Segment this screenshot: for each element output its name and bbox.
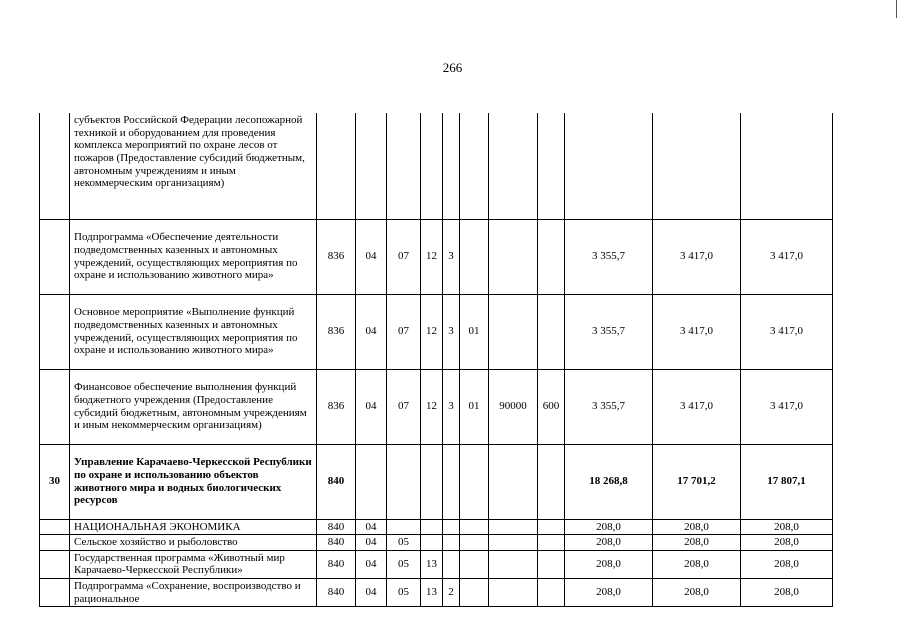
expense-type-code xyxy=(538,579,565,607)
row-name: Государственная программа «Животный мир Карачаево-Черкесской Республики» xyxy=(70,550,317,578)
direction-code xyxy=(489,579,538,607)
program-code xyxy=(421,444,443,519)
subprogram-code xyxy=(443,550,460,578)
row-number xyxy=(40,294,70,369)
subsection-code xyxy=(387,519,421,535)
subprogram-code xyxy=(443,535,460,551)
ministry-code: 836 xyxy=(317,294,356,369)
amount-year-3: 3 417,0 xyxy=(741,219,833,294)
section-code: 04 xyxy=(356,294,387,369)
subprogram-code xyxy=(443,444,460,519)
subsection-code: 07 xyxy=(387,369,421,444)
subsection-code: 07 xyxy=(387,294,421,369)
subprogram-code: 3 xyxy=(443,294,460,369)
row-number xyxy=(40,219,70,294)
amount-year-2 xyxy=(653,113,741,219)
amount-year-2: 208,0 xyxy=(653,535,741,551)
amount-year-1: 3 355,7 xyxy=(565,294,653,369)
subprogram-code: 3 xyxy=(443,369,460,444)
section-code: 04 xyxy=(356,219,387,294)
subsection-code: 05 xyxy=(387,535,421,551)
amount-year-2: 3 417,0 xyxy=(653,294,741,369)
ministry-code: 836 xyxy=(317,369,356,444)
row-name: Подпрограмма «Обеспечение деятельности подведомственных казенных и автономных учреждений, осуществляющих мероприятия по охране и использованию животного мира» xyxy=(70,219,317,294)
row-name: Основное мероприятие «Выполнение функций подведомственных казенных и автономных учреждений, осуществляющих мероприятия по охране и использованию животного мира» xyxy=(70,294,317,369)
section-code xyxy=(356,113,387,219)
amount-year-2: 208,0 xyxy=(653,550,741,578)
direction-code: 90000 xyxy=(489,369,538,444)
subsection-code: 05 xyxy=(387,579,421,607)
amount-year-2: 208,0 xyxy=(653,519,741,535)
table-row xyxy=(40,369,833,444)
row-name: субъектов Российской Федерации лесопожарной техникой и оборудованием для проведения комплекса мероприятий по охране лесов от пожаров (Предоставление субсидий бюджетным, автономным учреждениям и иным некоммерческим организациям) xyxy=(70,113,317,219)
expense-type-code: 600 xyxy=(538,369,565,444)
program-code xyxy=(421,519,443,535)
ministry-code: 840 xyxy=(317,444,356,519)
row-name: Подпрограмма «Сохранение, воспроизводство и рациональное xyxy=(70,579,317,607)
budget-table-body xyxy=(40,113,833,607)
event-code xyxy=(460,444,489,519)
amount-year-3: 208,0 xyxy=(741,550,833,578)
section-code xyxy=(356,444,387,519)
program-code: 13 xyxy=(421,550,443,578)
section-code: 04 xyxy=(356,369,387,444)
direction-code xyxy=(489,294,538,369)
ministry-code: 840 xyxy=(317,579,356,607)
event-code xyxy=(460,113,489,219)
amount-year-1: 208,0 xyxy=(565,579,653,607)
amount-year-2: 3 417,0 xyxy=(653,219,741,294)
table-row xyxy=(40,519,833,535)
amount-year-1: 3 355,7 xyxy=(565,369,653,444)
subprogram-code xyxy=(443,113,460,219)
amount-year-1 xyxy=(565,113,653,219)
subsection-code xyxy=(387,444,421,519)
row-name: Финансовое обеспечение выполнения функций бюджетного учреждения (Предоставление субсидий бюджетным, автономным учреждениям и иным некоммерческим организациям) xyxy=(70,369,317,444)
section-code: 04 xyxy=(356,550,387,578)
expense-type-code xyxy=(538,294,565,369)
direction-code xyxy=(489,535,538,551)
expense-type-code xyxy=(538,444,565,519)
program-code: 12 xyxy=(421,219,443,294)
program-code: 12 xyxy=(421,369,443,444)
amount-year-1: 208,0 xyxy=(565,550,653,578)
expense-type-code xyxy=(538,519,565,535)
expense-type-code xyxy=(538,535,565,551)
direction-code xyxy=(489,113,538,219)
event-code xyxy=(460,535,489,551)
subprogram-code: 3 xyxy=(443,219,460,294)
table-row xyxy=(40,535,833,551)
event-code xyxy=(460,579,489,607)
row-number xyxy=(40,113,70,219)
subsection-code: 05 xyxy=(387,550,421,578)
amount-year-1: 3 355,7 xyxy=(565,219,653,294)
amount-year-1: 208,0 xyxy=(565,519,653,535)
table-row xyxy=(40,294,833,369)
direction-code xyxy=(489,550,538,578)
amount-year-1: 208,0 xyxy=(565,535,653,551)
section-code: 04 xyxy=(356,535,387,551)
table-row xyxy=(40,579,833,607)
row-name: Сельское хозяйство и рыболовство xyxy=(70,535,317,551)
amount-year-1: 18 268,8 xyxy=(565,444,653,519)
subsection-code: 07 xyxy=(387,219,421,294)
section-code: 04 xyxy=(356,579,387,607)
table-row xyxy=(40,444,833,519)
table-row xyxy=(40,550,833,578)
amount-year-2: 208,0 xyxy=(653,579,741,607)
subprogram-code: 2 xyxy=(443,579,460,607)
program-code xyxy=(421,113,443,219)
program-code xyxy=(421,535,443,551)
amount-year-3: 3 417,0 xyxy=(741,294,833,369)
row-number: 30 xyxy=(40,444,70,519)
row-number xyxy=(40,369,70,444)
page-number: 266 xyxy=(442,60,463,75)
expense-type-code xyxy=(538,219,565,294)
event-code xyxy=(460,219,489,294)
direction-code xyxy=(489,219,538,294)
event-code xyxy=(460,519,489,535)
row-number xyxy=(40,550,70,578)
row-name: НАЦИОНАЛЬНАЯ ЭКОНОМИКА xyxy=(70,519,317,535)
program-code: 13 xyxy=(421,579,443,607)
amount-year-3: 17 807,1 xyxy=(741,444,833,519)
amount-year-3: 208,0 xyxy=(741,519,833,535)
ministry-code xyxy=(317,113,356,219)
event-code: 01 xyxy=(460,294,489,369)
ministry-code: 840 xyxy=(317,535,356,551)
amount-year-2: 3 417,0 xyxy=(653,369,741,444)
subprogram-code xyxy=(443,519,460,535)
program-code: 12 xyxy=(421,294,443,369)
direction-code xyxy=(489,519,538,535)
row-number xyxy=(40,535,70,551)
event-code xyxy=(460,550,489,578)
event-code: 01 xyxy=(460,369,489,444)
subsection-code xyxy=(387,113,421,219)
expense-type-code xyxy=(538,550,565,578)
amount-year-2: 17 701,2 xyxy=(653,444,741,519)
amount-year-3 xyxy=(741,113,833,219)
row-number xyxy=(40,579,70,607)
row-number xyxy=(40,519,70,535)
budget-table xyxy=(39,113,833,607)
amount-year-3: 208,0 xyxy=(741,535,833,551)
amount-year-3: 208,0 xyxy=(741,579,833,607)
section-code: 04 xyxy=(356,519,387,535)
row-name: Управление Карачаево-Черкесской Республики по охране и использованию объектов животного мира и водных биологических ресурсов xyxy=(70,444,317,519)
direction-code xyxy=(489,444,538,519)
ministry-code: 840 xyxy=(317,519,356,535)
scan-edge-mark xyxy=(896,0,897,18)
ministry-code: 836 xyxy=(317,219,356,294)
amount-year-3: 3 417,0 xyxy=(741,369,833,444)
table-row xyxy=(40,113,833,219)
ministry-code: 840 xyxy=(317,550,356,578)
table-row xyxy=(40,219,833,294)
expense-type-code xyxy=(538,113,565,219)
